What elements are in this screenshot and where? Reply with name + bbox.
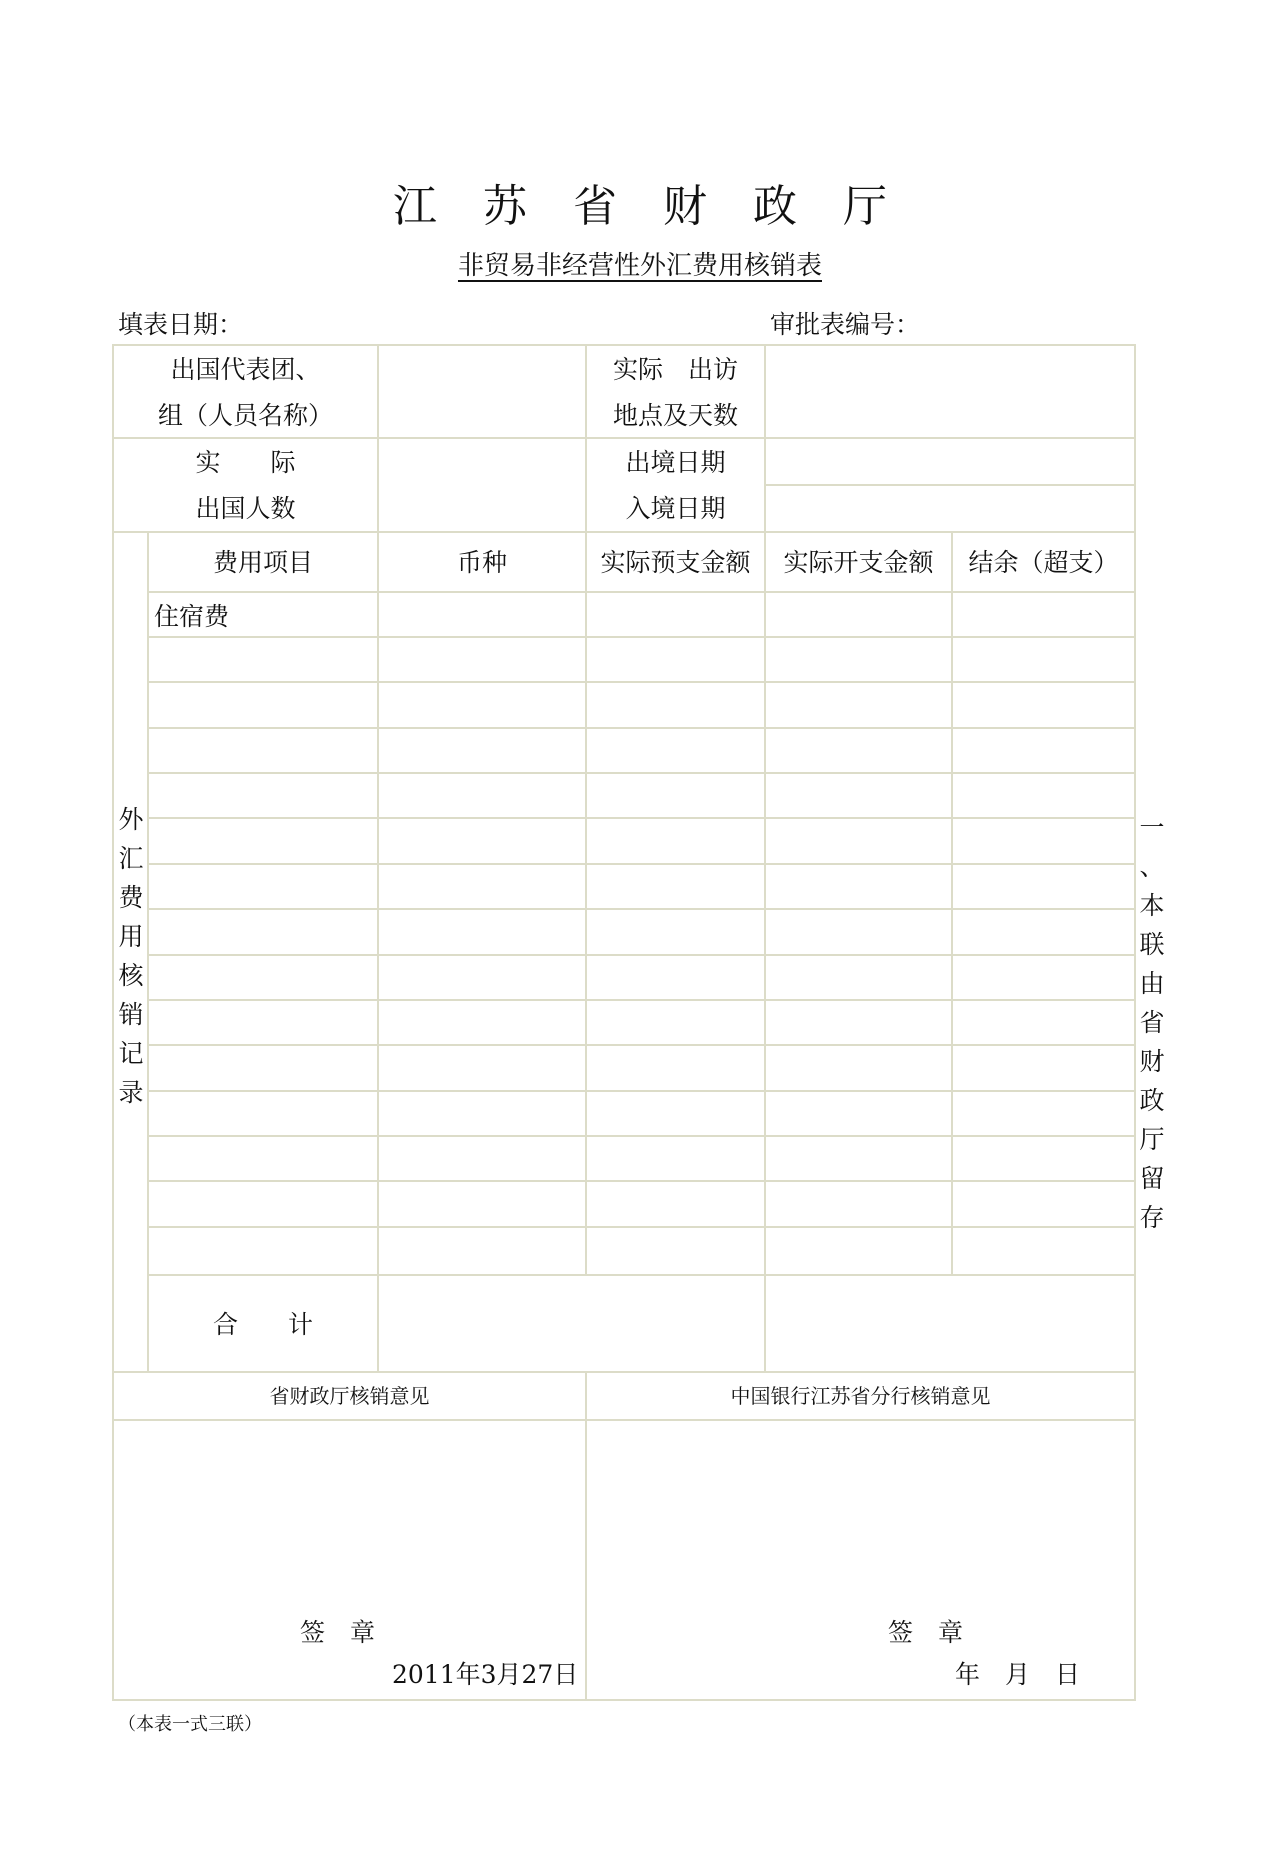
side-label-char: 录: [118, 1078, 144, 1107]
col-header-balance: 结余（超支）: [968, 548, 1119, 577]
entry-date-label: 入境日期: [625, 494, 726, 523]
form-subtitle: 非贸易非经营性外汇费用核销表: [457, 251, 822, 281]
side-note-char: 由: [1139, 969, 1165, 998]
side-label-char: 外: [118, 805, 144, 834]
visit-label-line1: 实际 出访: [612, 355, 738, 384]
finance-sign-label: 签 章: [300, 1618, 376, 1647]
bank-date-placeholder: 年 月 日: [955, 1660, 1081, 1689]
exit-date-label: 出境日期: [625, 448, 726, 477]
col-header-item: 费用项目: [212, 548, 313, 577]
expense-item-lodging: 住宿费: [154, 602, 230, 631]
side-label-char: 销: [118, 1000, 144, 1029]
side-note-char: 厅: [1139, 1125, 1165, 1154]
side-note-char: 存: [1139, 1203, 1165, 1232]
finance-opinion-label: 省财政厅核销意见: [269, 1384, 430, 1408]
col-header-spent: 实际开支金额: [783, 548, 934, 577]
retention-side-note: [1137, 808, 1167, 1237]
finance-date: 2011年3月27日: [392, 1660, 579, 1689]
delegation-label-line1: 出国代表团、: [170, 355, 321, 384]
side-note-char: 、: [1139, 852, 1165, 881]
bank-sign-label: 签 章: [888, 1618, 964, 1647]
side-note-char: 财: [1139, 1047, 1165, 1076]
total-label: 合 计: [212, 1310, 313, 1339]
approval-number-label: 审批表编号：: [770, 310, 921, 339]
side-note-char: 一: [1139, 813, 1165, 842]
side-note-char: 本: [1139, 891, 1165, 920]
page-title: 江苏省财政厅: [393, 181, 933, 232]
side-label-char: 记: [118, 1039, 144, 1068]
fill-date-label: 填表日期：: [118, 310, 244, 339]
side-label-char: 汇: [118, 844, 144, 873]
bank-opinion-label: 中国银行江苏省分行核销意见: [730, 1384, 991, 1408]
side-note-char: 留: [1139, 1164, 1165, 1193]
side-label-char: 核: [118, 961, 144, 990]
col-header-advance: 实际预支金额: [600, 548, 751, 577]
side-label-char: 费: [118, 883, 144, 912]
side-label-char: 用: [118, 922, 144, 951]
side-note-char: 联: [1139, 930, 1165, 959]
side-note-char: 政: [1139, 1086, 1165, 1115]
footnote: （本表一式三联）: [118, 1714, 262, 1735]
delegation-label-line2: 组（人员名称）: [157, 401, 333, 430]
expense-record-side-label: [116, 800, 146, 1112]
visit-label-line2: 地点及天数: [612, 401, 738, 430]
actual-count-label-line1: 实 际: [195, 448, 296, 477]
col-header-currency: 币种: [456, 548, 507, 577]
actual-count-label-line2: 出国人数: [195, 494, 296, 523]
side-note-char: 省: [1139, 1008, 1165, 1037]
